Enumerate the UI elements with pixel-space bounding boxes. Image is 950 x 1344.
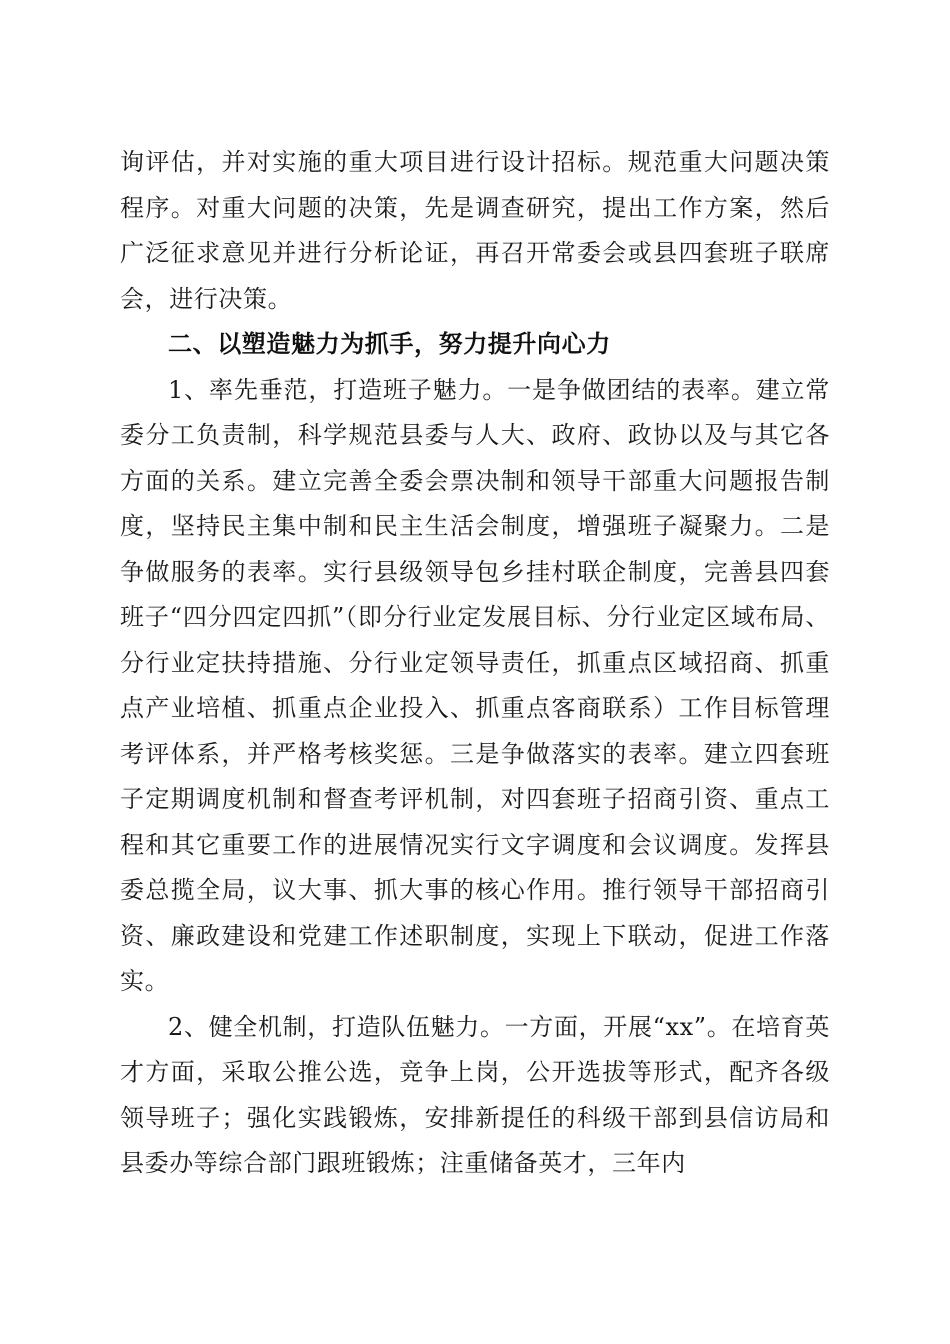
paragraph-item-2: 2、健全机制，打造队伍魅力。一方面，开展“xx”。在培育英才方面，采取公推公选，竞争上岗，公开选拔等形式，配齐各级领导班子；强化实践锻炼，安排新提任的科级干部到县信访局和县委办等综合部门跟班锻炼；注重储备英才，三年内 [120, 1012, 830, 1177]
document-body [120, 140, 830, 1187]
paragraph-continuation: 询评估，并对实施的重大项目进行设计招标。规范重大问题决策程序。对重大问题的决策，先是调查研究，提出工作方案，然后广泛征求意见并进行分析论证，再召开常委会或县四套班子联席会，进行决策。 [120, 148, 830, 313]
paragraph-item-1: 1、率先垂范，打造班子魅力。一是争做团结的表率。建立常委分工负责制，科学规范县委与人大、政府、政协以及与其它各方面的关系。建立完善全委会票决制和领导干部重大问题报告制度，坚持民主集中制和民主生活会制度，增强班子凝聚力。二是争做服务的表率。实行县级领导包乡挂村联企制度，完善县四套班子“四分四定四抓”（即分行业定发展目标、分行业定区域布局、分行业定扶持措施、分行业定领导责任，抓重点区域招商、抓重点产业培植、抓重点企业投入、抓重点客商联系）工作目标管理考评体系，并严格考核奖惩。三是争做落实的表率。建立四套班子定期调度机制和督查考评机制，对四套班子招商引资、重点工程和其它重要工作的进展情况实行文字调度和会议调度。发挥县委总揽全局，议大事、抓大事的核心作用。推行领导干部招商引资、廉政建设和党建工作述职制度，实现上下联动，促进工作落实。 [120, 375, 830, 995]
section-heading: 二、以塑造魅力为抓手，努力提升向心力 [168, 330, 611, 358]
